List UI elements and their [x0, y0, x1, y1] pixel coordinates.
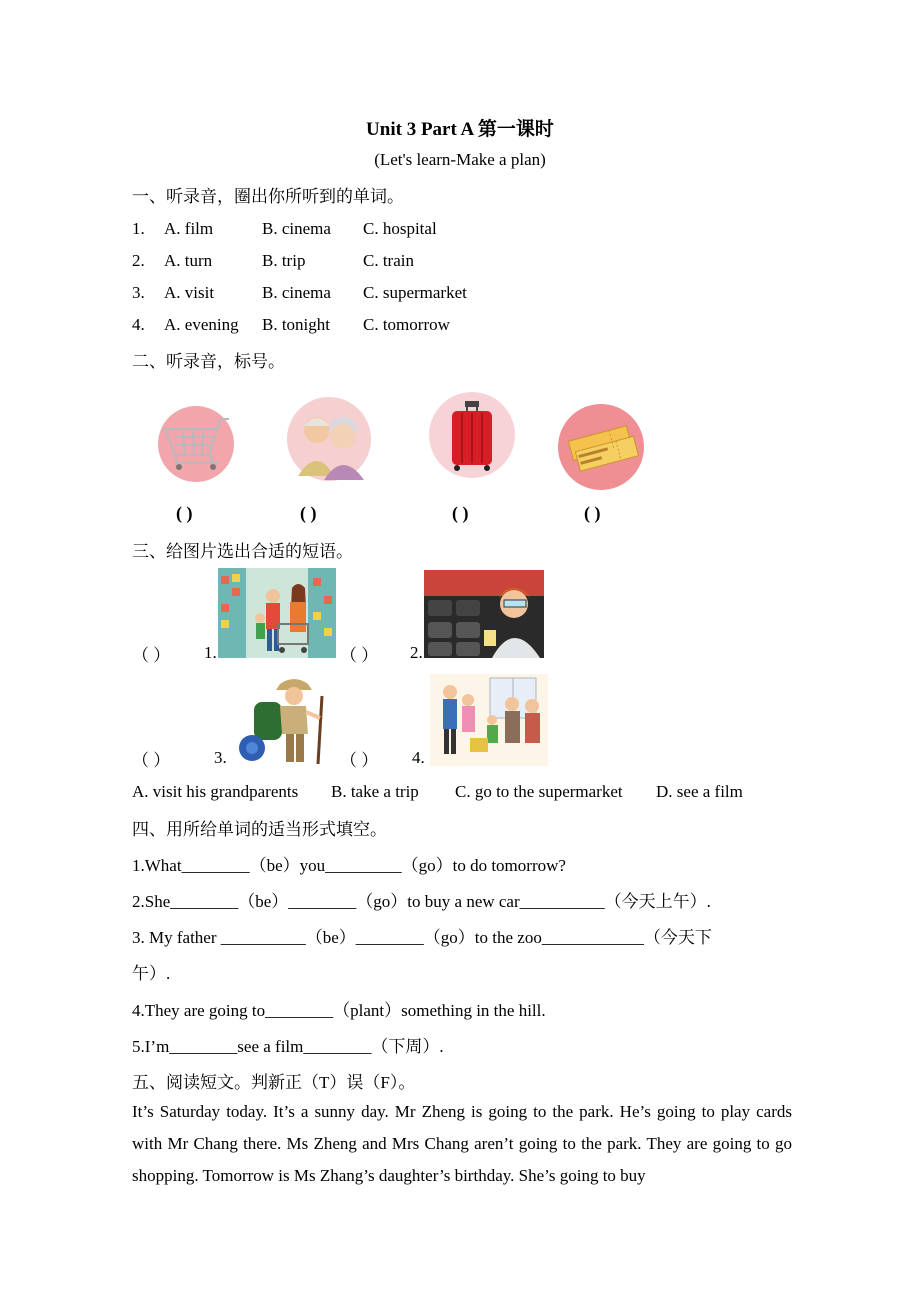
choice-c: C. train — [363, 251, 414, 270]
family-picture — [430, 674, 548, 766]
section2-heading: 二、听录音，标号。 — [132, 352, 285, 371]
choice-number: 2. — [132, 251, 145, 270]
option-d: D. see a film — [656, 782, 743, 801]
choice-b: B. cinema — [262, 283, 331, 302]
answer-blank[interactable]: ( ) — [300, 503, 317, 523]
fill-in-line: 5.I’m________see a film________（下周）. — [132, 1037, 444, 1056]
choice-a: A. turn — [164, 251, 213, 270]
answer-blank[interactable]: ( ) — [584, 503, 601, 523]
choice-b: B. trip — [262, 251, 306, 270]
picture-answer-paren[interactable]: （ ） — [132, 751, 171, 770]
option-c: C. go to the supermarket — [455, 782, 623, 801]
hiker-picture — [236, 672, 336, 764]
choice-a: A. film — [164, 219, 214, 238]
shopping-cart-picture — [157, 405, 235, 483]
choice-c: C. supermarket — [363, 283, 467, 302]
choice-c: C. hospital — [363, 219, 437, 238]
fill-in-line-continued: 午）. — [132, 964, 171, 983]
fill-in-line: 2.She________（be）________（go）to buy a new car__________（今天上午）. — [132, 892, 711, 911]
cinema-picture — [424, 570, 544, 658]
choice-number: 4. — [132, 315, 145, 334]
choice-a: A. visit — [164, 283, 215, 302]
choice-number: 1. — [132, 219, 145, 238]
grandparents-picture — [286, 396, 372, 482]
picture-answer-paren[interactable]: （ ） — [340, 751, 379, 770]
section4-heading: 四、用所给单词的适当形式填空。 — [132, 820, 387, 839]
option-b: B. take a trip — [331, 782, 419, 801]
section3-heading: 三、给图片选出合适的短语。 — [132, 542, 353, 561]
choice-c: C. tomorrow — [363, 315, 450, 334]
fill-in-line: 4.They are going to________（plant）something in the hill. — [132, 1001, 546, 1020]
answer-blank[interactable]: ( ) — [452, 503, 469, 523]
choice-number: 3. — [132, 283, 145, 302]
picture-number: 3. — [214, 748, 227, 767]
tickets-picture — [557, 403, 645, 491]
picture-number: 1. — [204, 643, 217, 662]
fill-in-line: 3. My father __________（be）________（go）to the zoo____________（今天下 — [132, 928, 712, 947]
suitcase-picture — [428, 391, 516, 479]
page-title: Unit 3 Part A 第一课时 — [366, 119, 554, 140]
picture-number: 2. — [410, 643, 423, 662]
section5-heading: 五、阅读短文。判新正（T）误（F）。 — [132, 1073, 416, 1092]
picture-answer-paren[interactable]: （ ） — [132, 646, 171, 665]
reading-passage: It’s Saturday today. It’s a sunny day. Mr Zheng is going to the park. He’s going to play cards with Mr Chang there. Ms Zheng and Mrs Chang aren’t going to the park. They are going to go shopping. Tomorrow is Ms Zhang’s daughter’s birthday. She’s going to buy — [132, 1102, 792, 1185]
answer-blank[interactable]: ( ) — [176, 503, 193, 523]
choice-b: B. tonight — [262, 315, 331, 334]
choice-a: A. evening — [164, 315, 239, 334]
supermarket-picture — [218, 568, 336, 658]
page-subtitle: (Let's learn-Make a plan) — [374, 150, 546, 169]
picture-answer-paren[interactable]: （ ） — [340, 646, 379, 665]
fill-in-line: 1.What________（be）you_________（go）to do tomorrow? — [132, 856, 566, 875]
picture-number: 4. — [412, 748, 425, 767]
option-a: A. visit his grandparents — [132, 782, 299, 801]
choice-b: B. cinema — [262, 219, 331, 238]
section1-heading: 一、听录音，圈出你所听到的单词。 — [132, 187, 404, 206]
